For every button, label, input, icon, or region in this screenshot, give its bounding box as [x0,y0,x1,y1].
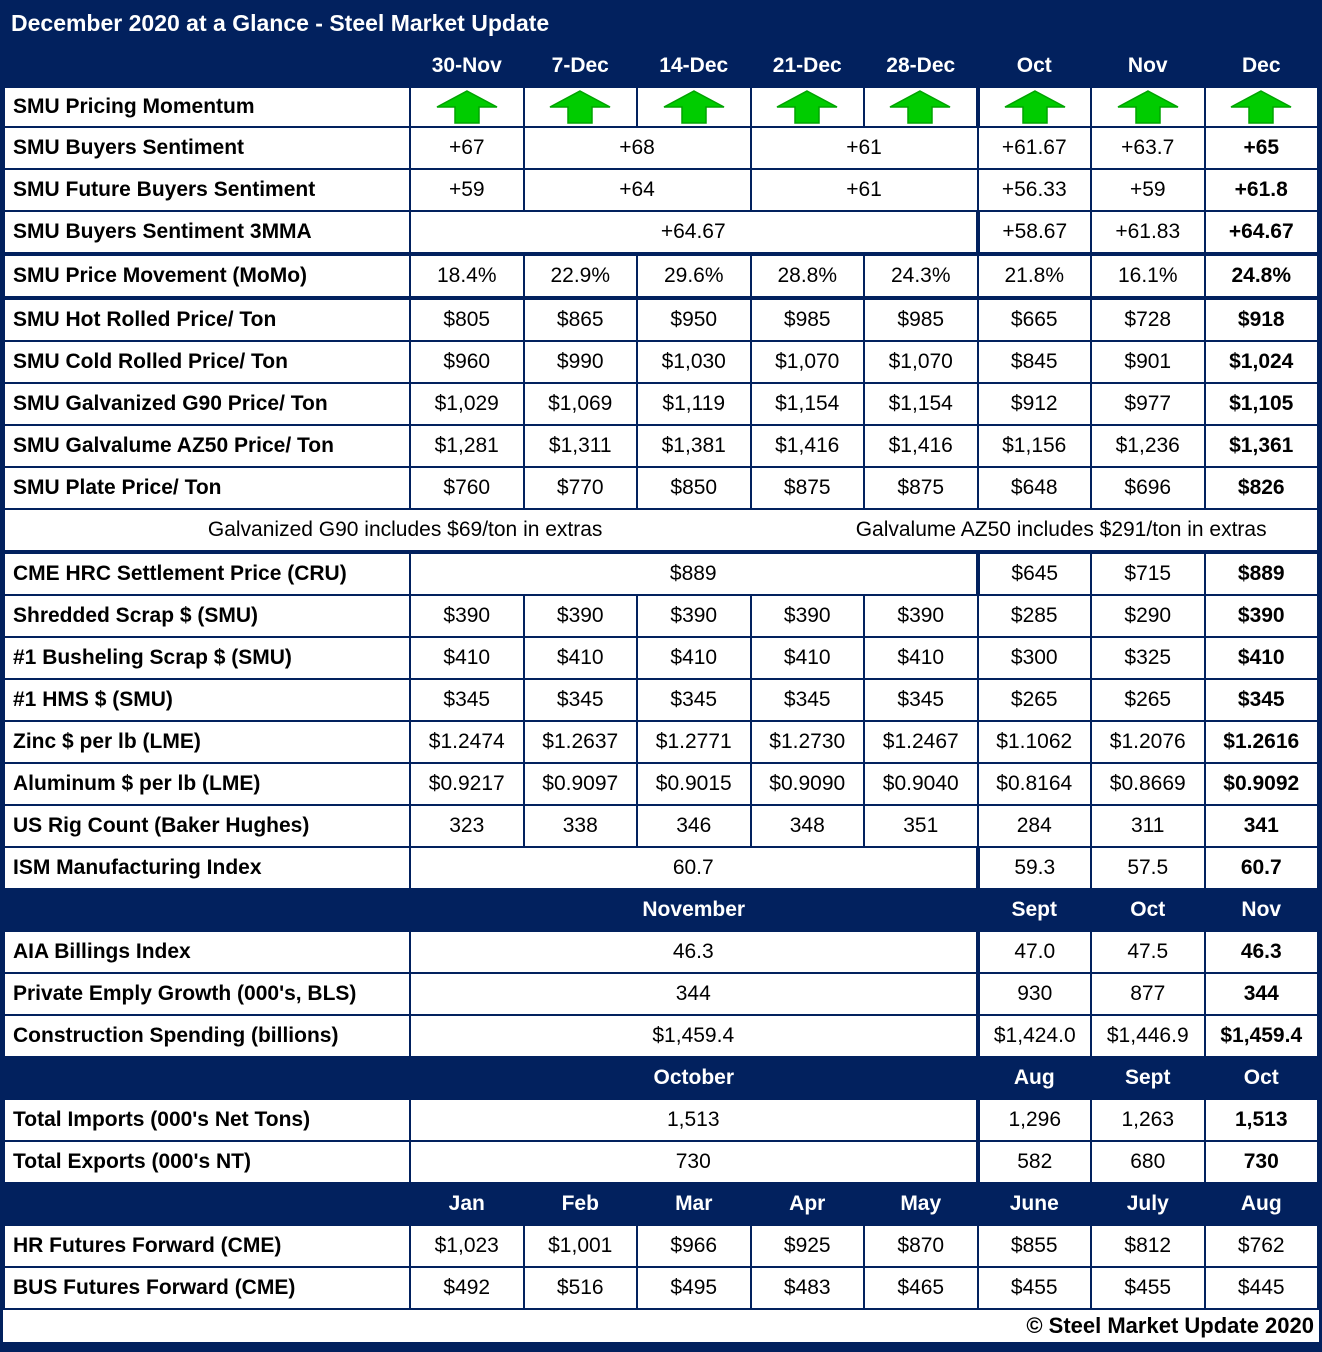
value-cell: $1.2771 [637,721,751,763]
up-arrow-icon [663,90,725,124]
value-cell: 680 [1091,1141,1205,1183]
band-header-cell: Sept [1091,1057,1205,1099]
value-cell: $495 [637,1267,751,1309]
value-cell: $455 [1091,1267,1205,1309]
momentum-arrow-cell [864,87,978,127]
value-cell: $345 [524,679,638,721]
value-cell: $1,024 [1205,341,1319,383]
table-row [4,637,1318,679]
title-band [3,3,1319,44]
value-cell: $300 [978,637,1092,679]
row-label: SMU Price Movement (MoMo) [4,254,410,298]
value-cell: $1,029 [410,383,524,425]
value-cell: $410 [637,637,751,679]
row-label: #1 Busheling Scrap $ (SMU) [4,637,410,679]
table-row [4,1225,1318,1267]
value-cell: $1,070 [864,341,978,383]
value-cell: $1,416 [751,425,865,467]
momentum-row [4,87,1318,127]
value-cell: $855 [978,1225,1092,1267]
table-row [4,805,1318,847]
column-header: 28-Dec [864,45,978,87]
value-cell: $1,459.4 [1205,1015,1319,1057]
value-cell: $1,001 [524,1225,638,1267]
value-cell: 46.3 [1205,931,1319,973]
band-header-cell: October [410,1057,978,1099]
value-cell: $345 [410,679,524,721]
footer-row [3,1310,1319,1342]
value-cell: 877 [1091,973,1205,1015]
value-cell: $1.2637 [524,721,638,763]
value-cell: $875 [751,467,865,509]
value-cell: $0.9090 [751,763,865,805]
row-label: Shredded Scrap $ (SMU) [4,595,410,637]
table-row [4,169,1318,211]
value-cell: 284 [978,805,1092,847]
value-cell: $812 [1091,1225,1205,1267]
column-header: 30-Nov [410,45,524,87]
table-row [4,763,1318,805]
value-cell: 60.7 [410,847,978,889]
up-arrow-icon [776,90,838,124]
page-title: December 2020 at a Glance - Steel Market Update [11,10,550,36]
band-header-cell: Oct [1091,889,1205,931]
momentum-arrow-cell [1205,87,1319,127]
value-cell: $925 [751,1225,865,1267]
band-header-cell: June [978,1183,1092,1225]
value-cell: $1,311 [524,425,638,467]
table-row [4,931,1318,973]
value-cell: +65 [1205,127,1319,169]
value-cell: $1,023 [410,1225,524,1267]
value-cell: $265 [1091,679,1205,721]
value-cell: $265 [978,679,1092,721]
value-cell: $1.2474 [410,721,524,763]
value-cell: 346 [637,805,751,847]
value-cell: $1,281 [410,425,524,467]
value-cell: 1,513 [410,1099,978,1141]
row-label [4,889,410,931]
value-cell: $1,361 [1205,425,1319,467]
value-cell: $1,069 [524,383,638,425]
value-cell: $1.2467 [864,721,978,763]
table-row [4,425,1318,467]
value-cell: 1,263 [1091,1099,1205,1141]
value-cell: +61.8 [1205,169,1319,211]
value-cell: $826 [1205,467,1319,509]
value-cell: $0.9097 [524,763,638,805]
value-cell: $875 [864,467,978,509]
value-cell: 29.6% [637,254,751,298]
extras-note-text: Galvanized G90 includes $69/ton in extras [207,518,603,541]
row-label: AIA Billings Index [4,931,410,973]
value-cell: $805 [410,298,524,341]
value-cell: $960 [410,341,524,383]
row-label: Construction Spending (billions) [4,1015,410,1057]
value-cell: $1,070 [751,341,865,383]
value-cell: $760 [410,467,524,509]
value-cell: 18.4% [410,254,524,298]
value-cell: +61 [751,169,978,211]
table-row [4,211,1318,254]
table-row [4,847,1318,889]
column-header: 7-Dec [524,45,638,87]
up-arrow-icon [1117,90,1179,124]
value-cell: $1,154 [864,383,978,425]
up-arrow-icon [1230,90,1292,124]
value-cell: $966 [637,1225,751,1267]
value-cell: $1,156 [978,425,1092,467]
value-cell: $1.2730 [751,721,865,763]
row-label: SMU Hot Rolled Price/ Ton [4,298,410,341]
value-cell: $410 [751,637,865,679]
row-label: US Rig Count (Baker Hughes) [4,805,410,847]
value-cell: $410 [410,637,524,679]
row-label: SMU Plate Price/ Ton [4,467,410,509]
value-cell: +61.83 [1091,211,1205,254]
row-label: SMU Galvalume AZ50 Price/ Ton [4,425,410,467]
value-cell: 28.8% [751,254,865,298]
section-band-row [4,1057,1318,1099]
row-label: CME HRC Settlement Price (CRU) [4,552,410,595]
table-row [4,552,1318,595]
row-label [4,1183,410,1225]
data-table [3,44,1319,1310]
value-cell: 338 [524,805,638,847]
value-cell: 59.3 [978,847,1092,889]
momentum-arrow-cell [524,87,638,127]
value-cell: $889 [1205,552,1319,595]
band-header-cell: Oct [1205,1057,1319,1099]
value-cell: +59 [410,169,524,211]
value-cell: 730 [410,1141,978,1183]
value-cell: +59 [1091,169,1205,211]
column-header-row [4,45,1318,87]
row-label: HR Futures Forward (CME) [4,1225,410,1267]
table-row [4,341,1318,383]
value-cell: 344 [1205,973,1319,1015]
table-row [4,127,1318,169]
copyright-text: © Steel Market Update 2020 [1026,1313,1314,1338]
extras-note-text: Galvalume AZ50 includes $291/ton in extras [855,518,1267,541]
value-cell: $410 [1205,637,1319,679]
momentum-arrow-cell [978,87,1092,127]
value-cell: $410 [864,637,978,679]
value-cell: 24.8% [1205,254,1319,298]
row-label: Private Emply Growth (000's, BLS) [4,973,410,1015]
table-row [4,1141,1318,1183]
value-cell: $977 [1091,383,1205,425]
value-cell: $762 [1205,1225,1319,1267]
row-label: #1 HMS $ (SMU) [4,679,410,721]
section-band-row [4,889,1318,931]
value-cell: 311 [1091,805,1205,847]
value-cell: $870 [864,1225,978,1267]
row-label: SMU Galvanized G90 Price/ Ton [4,383,410,425]
momentum-arrow-cell [410,87,524,127]
value-cell: $918 [1205,298,1319,341]
value-cell: +64.67 [410,211,978,254]
up-arrow-icon [1004,90,1066,124]
table-row [4,254,1318,298]
value-cell: $1,119 [637,383,751,425]
section-band-row [4,1183,1318,1225]
value-cell: $990 [524,341,638,383]
value-cell: $290 [1091,595,1205,637]
momentum-arrow-cell [1091,87,1205,127]
value-cell: 344 [410,973,978,1015]
value-cell: 341 [1205,805,1319,847]
momentum-arrow-cell [637,87,751,127]
value-cell: $445 [1205,1267,1319,1309]
column-header: 21-Dec [751,45,865,87]
value-cell: $865 [524,298,638,341]
value-cell: $285 [978,595,1092,637]
value-cell: $985 [864,298,978,341]
table-row [4,1267,1318,1309]
table-row [4,383,1318,425]
value-cell: $850 [637,467,751,509]
corner-cell [4,45,410,87]
band-header-cell: Aug [1205,1183,1319,1225]
momentum-arrow-cell [751,87,865,127]
value-cell: $1,030 [637,341,751,383]
value-cell: 24.3% [864,254,978,298]
value-cell: 57.5 [1091,847,1205,889]
value-cell: 46.3 [410,931,978,973]
value-cell: 351 [864,805,978,847]
value-cell: $492 [410,1267,524,1309]
value-cell: $645 [978,552,1092,595]
value-cell: $0.8669 [1091,763,1205,805]
value-cell: 1,296 [978,1099,1092,1141]
value-cell: 930 [978,973,1092,1015]
band-header-cell: November [410,889,978,931]
value-cell: $648 [978,467,1092,509]
row-label: SMU Cold Rolled Price/ Ton [4,341,410,383]
value-cell: $1,105 [1205,383,1319,425]
value-cell: $770 [524,467,638,509]
value-cell: $390 [410,595,524,637]
table-row [4,679,1318,721]
value-cell: $410 [524,637,638,679]
value-cell: +64 [524,169,751,211]
value-cell: 582 [978,1141,1092,1183]
value-cell: $665 [978,298,1092,341]
table-row [4,298,1318,341]
value-cell: 1,513 [1205,1099,1319,1141]
value-cell: $345 [751,679,865,721]
value-cell: $0.9040 [864,763,978,805]
column-header: Nov [1091,45,1205,87]
table-row [4,1099,1318,1141]
value-cell: $0.9217 [410,763,524,805]
table-row [4,973,1318,1015]
up-arrow-icon [436,90,498,124]
value-cell: +67 [410,127,524,169]
value-cell: +63.7 [1091,127,1205,169]
up-arrow-icon [889,90,951,124]
value-cell: +56.33 [978,169,1092,211]
value-cell: +58.67 [978,211,1092,254]
value-cell: $912 [978,383,1092,425]
up-arrow-icon [549,90,611,124]
row-label: Zinc $ per lb (LME) [4,721,410,763]
row-label: Total Imports (000's Net Tons) [4,1099,410,1141]
table-row [4,595,1318,637]
value-cell: $0.8164 [978,763,1092,805]
value-cell: $465 [864,1267,978,1309]
value-cell: $390 [524,595,638,637]
value-cell: $483 [751,1267,865,1309]
band-header-cell: Jan [410,1183,524,1225]
table-row [4,467,1318,509]
value-cell: $901 [1091,341,1205,383]
band-header-cell: Sept [978,889,1092,931]
value-cell: $950 [637,298,751,341]
value-cell: $696 [1091,467,1205,509]
value-cell: $889 [410,552,978,595]
column-header: Oct [978,45,1092,87]
value-cell: $325 [1091,637,1205,679]
band-header-cell: Mar [637,1183,751,1225]
table-row [4,721,1318,763]
band-header-cell: July [1091,1183,1205,1225]
value-cell: $390 [751,595,865,637]
value-cell: $345 [1205,679,1319,721]
row-label [4,1057,410,1099]
extras-note-cell [4,509,1318,552]
row-label: ISM Manufacturing Index [4,847,410,889]
value-cell: $1,236 [1091,425,1205,467]
value-cell: 60.7 [1205,847,1319,889]
value-cell: 348 [751,805,865,847]
value-cell: $1.1062 [978,721,1092,763]
column-header: Dec [1205,45,1319,87]
value-cell: $1,381 [637,425,751,467]
value-cell: $1,154 [751,383,865,425]
value-cell: $345 [864,679,978,721]
value-cell: $0.9092 [1205,763,1319,805]
value-cell: $1,459.4 [410,1015,978,1057]
row-label: SMU Buyers Sentiment 3MMA [4,211,410,254]
column-header: 14-Dec [637,45,751,87]
row-label: SMU Future Buyers Sentiment [4,169,410,211]
band-header-cell: Aug [978,1057,1092,1099]
value-cell: $985 [751,298,865,341]
row-label: BUS Futures Forward (CME) [4,1267,410,1309]
value-cell: 21.8% [978,254,1092,298]
row-label: Total Exports (000's NT) [4,1141,410,1183]
row-label: SMU Pricing Momentum [4,87,410,127]
value-cell: $1,416 [864,425,978,467]
value-cell: 22.9% [524,254,638,298]
band-header-cell: May [864,1183,978,1225]
value-cell: $345 [637,679,751,721]
value-cell: +68 [524,127,751,169]
value-cell: $1.2616 [1205,721,1319,763]
band-header-cell: Feb [524,1183,638,1225]
bottom-strip [3,1342,1319,1349]
value-cell: $1.2076 [1091,721,1205,763]
value-cell: +64.67 [1205,211,1319,254]
value-cell: $845 [978,341,1092,383]
value-cell: +61 [751,127,978,169]
value-cell: $715 [1091,552,1205,595]
value-cell: $1,424.0 [978,1015,1092,1057]
table-row [4,1015,1318,1057]
row-label: SMU Buyers Sentiment [4,127,410,169]
value-cell: 323 [410,805,524,847]
value-cell: $455 [978,1267,1092,1309]
value-cell: 16.1% [1091,254,1205,298]
value-cell: $516 [524,1267,638,1309]
value-cell: $390 [637,595,751,637]
value-cell: $0.9015 [637,763,751,805]
value-cell: $390 [1205,595,1319,637]
value-cell: 47.5 [1091,931,1205,973]
band-header-cell: Apr [751,1183,865,1225]
value-cell: 730 [1205,1141,1319,1183]
value-cell: $390 [864,595,978,637]
row-label: Aluminum $ per lb (LME) [4,763,410,805]
value-cell: $728 [1091,298,1205,341]
value-cell: $1,446.9 [1091,1015,1205,1057]
value-cell: +61.67 [978,127,1092,169]
value-cell: 47.0 [978,931,1092,973]
band-header-cell: Nov [1205,889,1319,931]
note-row [4,509,1318,552]
